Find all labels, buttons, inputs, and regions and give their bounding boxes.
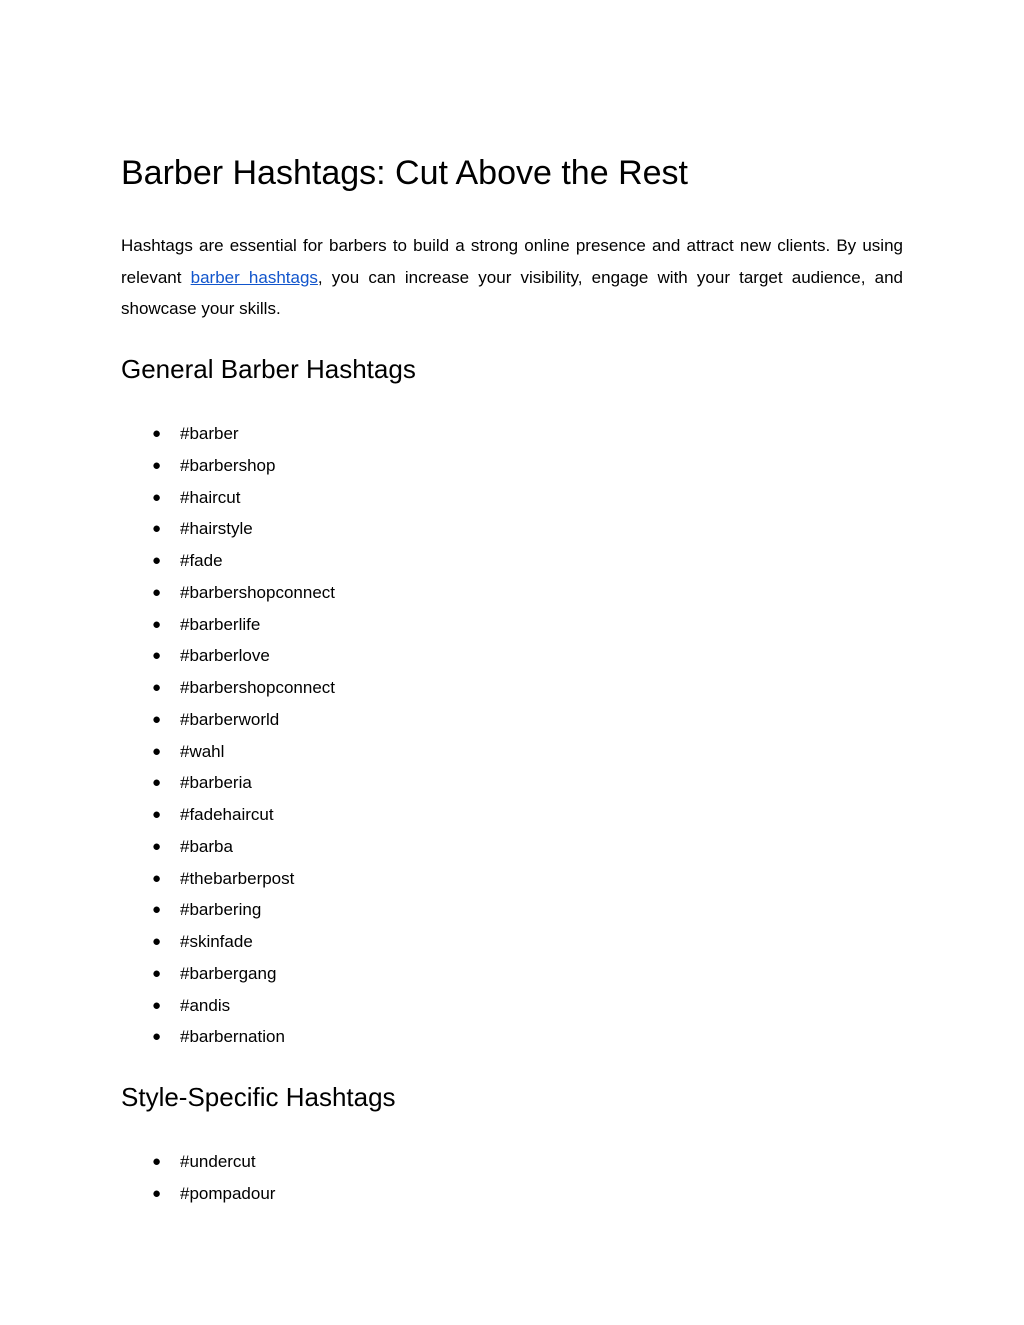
list-item [121,736,335,768]
bullet-icon: ● [152,552,162,569]
bullet-icon: ● [152,1028,162,1046]
hashtag-text: #barbershopconnect [180,582,336,602]
style-specific-hashtag-list [121,1146,275,1210]
bullet-icon: ● [152,710,162,728]
list-item [121,958,335,990]
list-item [121,926,335,958]
hashtag-text: #andis [180,995,231,1015]
hashtag-text: #barbershopconnect [180,678,336,697]
hashtag-text: #barberia [180,773,252,793]
hashtag-text: #fadehaircut [180,805,274,824]
intro-text-after-link: , you can increase your visibility, engage with your target audience, and showcase your skills. [121,267,903,319]
bullet-icon: ● [152,806,162,823]
list-item [121,577,335,609]
intro-paragraph [121,230,903,325]
bullet-icon: ● [152,1184,162,1202]
hashtag-text: #undercut [180,1152,256,1171]
bullet-icon: ● [152,456,162,474]
bullet-icon: ● [152,679,162,696]
list-item [121,545,335,577]
bullet-icon: ● [152,933,162,950]
bullet-icon: ● [152,1153,162,1170]
hashtag-text: #barbering [180,900,262,920]
list-item [121,1178,275,1210]
list-item [121,609,335,641]
bullet-icon: ● [152,615,162,633]
hashtag-text: #barbergang [180,963,277,983]
list-item [121,704,335,736]
hashtag-text: #hairstyle [180,519,253,539]
bullet-icon: ● [152,837,162,855]
hashtag-text: #haircut [180,487,241,507]
bullet-icon: ● [152,520,162,538]
list-item [121,450,335,482]
barber-hashtags-link[interactable]: barber hashtags [190,267,318,287]
bullet-icon: ● [152,488,162,506]
list-item [121,767,335,799]
list-item [121,863,335,895]
section-heading-general: General Barber Hashtags [121,354,416,384]
hashtag-text: #barberlife [180,614,261,634]
list-item [121,1021,335,1053]
hashtag-text: #barbernation [180,1027,285,1047]
list-item [121,831,335,863]
list-item [121,640,335,672]
bullet-icon: ● [152,583,162,601]
hashtag-text: #pompadour [180,1183,276,1203]
hashtag-text: #thebarberpost [180,868,295,888]
list-item [121,418,335,450]
intro-text-before-link: Hashtags are essential for barbers to build a strong online presence and attract new clients. By using relevant [121,236,903,287]
bullet-icon: ● [152,901,162,919]
hashtag-text: #barber [180,424,239,443]
hashtag-text: #barba [180,836,233,856]
bullet-icon: ● [152,774,162,792]
list-item [121,990,335,1022]
list-item [121,672,335,704]
bullet-icon: ● [152,869,162,887]
section-heading-style-specific: Style-Specific Hashtags [121,1082,396,1112]
list-item [121,799,335,831]
hashtag-text: #barberlove [180,646,270,666]
hashtag-text: #fade [180,551,223,570]
bullet-icon: ● [152,742,162,760]
list-item [121,513,335,545]
bullet-icon: ● [152,996,162,1014]
bullet-icon: ● [152,647,162,665]
bullet-icon: ● [152,425,162,442]
hashtag-text: #skinfade [180,932,253,951]
page-title: Barber Hashtags: Cut Above the Rest [121,154,688,192]
general-hashtag-list [121,418,335,1053]
hashtag-text: #wahl [180,741,225,761]
list-item [121,482,335,514]
hashtag-text: #barbershop [180,455,276,475]
list-item [121,894,335,926]
bullet-icon: ● [152,964,162,982]
list-item [121,1146,275,1178]
hashtag-text: #barberworld [180,709,280,729]
